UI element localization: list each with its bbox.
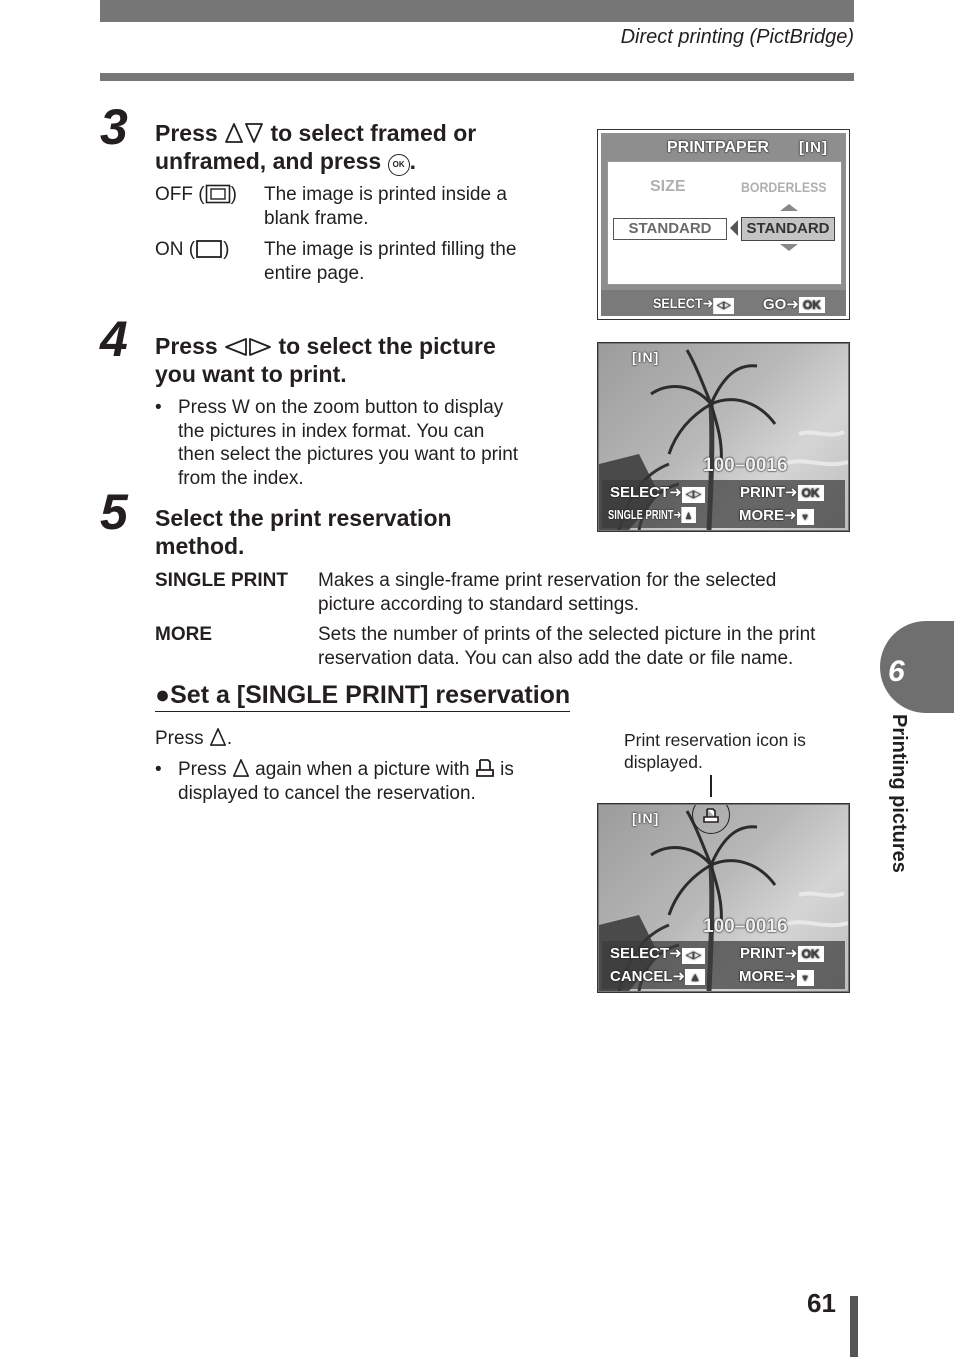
callout-text — [624, 729, 806, 773]
frame-on-icon — [195, 239, 223, 259]
left-arrow-icon — [730, 220, 738, 236]
step-number-4: 4 — [100, 311, 128, 367]
down-arrow-icon — [780, 244, 798, 251]
off-desc-1: The image is printed inside a — [264, 184, 507, 205]
callout-1: Print reservation icon is — [624, 730, 806, 750]
desc-single-print-2: picture according to standard settings. — [318, 593, 640, 615]
off-label: OFF ( — [155, 184, 205, 205]
up-arrow-icon — [780, 204, 798, 211]
select-label: SELECT — [610, 945, 670, 962]
section-note — [178, 758, 514, 805]
step-number-3: 3 — [100, 99, 128, 155]
header-bar — [100, 0, 854, 22]
note-b: again when a picture with — [255, 759, 470, 780]
step3-heading-a: Press — [155, 120, 218, 146]
step4-heading — [155, 332, 496, 388]
palm-photo — [599, 344, 848, 530]
desc-more-2: reservation data. You can also add the date or file name. — [318, 647, 794, 669]
step4-desc-3: then select the pictures you want to print — [178, 444, 519, 465]
page-number: 61 — [807, 1288, 836, 1318]
desc-single-print-1: Makes a single-frame print reservation for the selected — [318, 570, 777, 591]
step4-bullet: • — [155, 397, 162, 418]
dpad-icon: ◁▷ — [682, 948, 705, 964]
arrow-up-icon — [224, 122, 244, 144]
on-desc — [264, 238, 516, 285]
cancel-label: CANCEL — [610, 968, 673, 985]
on-desc-2: entire page. — [264, 262, 365, 284]
borderless-column-label: BORDERLESS — [741, 179, 827, 195]
step5-heading — [155, 504, 452, 560]
select-hint: SELECT➜ ◁▷ — [610, 944, 705, 964]
down-chip: ▼ — [797, 970, 814, 986]
term-more: MORE — [155, 624, 212, 645]
control-bar — [602, 480, 845, 528]
ok-chip: OK — [799, 297, 825, 313]
step4-heading-b: to select the picture — [278, 333, 496, 359]
step5-heading-1: Select the print reservation — [155, 505, 452, 531]
more-hint: MORE➜ ▼ — [739, 506, 814, 525]
page-bar — [850, 1296, 858, 1357]
go-label: GO — [763, 296, 787, 313]
desc-more — [318, 623, 815, 670]
select-hint: SELECT➜ ◁▷ — [653, 295, 734, 314]
file-number: 100–0016 — [703, 455, 788, 476]
section-bullet: • — [155, 759, 162, 780]
more-hint: MORE➜ ▼ — [739, 967, 814, 986]
desc-single-print — [318, 569, 776, 616]
step5-heading-2: method. — [155, 533, 245, 559]
arrow-up-icon — [209, 727, 227, 747]
off-desc — [264, 183, 507, 230]
ok-chip: OK — [798, 946, 824, 962]
memory-indicator: [IN] — [799, 139, 828, 156]
ok-button-icon: OK — [388, 154, 410, 176]
cancel-hint: CANCEL➜ ▲ — [610, 967, 705, 985]
print-select-screen — [597, 342, 850, 532]
chapter-number: 6 — [888, 655, 905, 688]
arrow-right-icon — [248, 337, 272, 357]
palm-photo — [599, 805, 848, 991]
step4-desc-2: the pictures in index format. You can — [178, 420, 485, 442]
section-title: Set a [SINGLE PRINT] reservation — [170, 681, 571, 709]
frame-off-icon — [205, 184, 231, 204]
on-desc-1: The image is printed filling the — [264, 239, 517, 260]
step4-heading-a: Press — [155, 333, 218, 359]
section-bullet-icon: ● — [155, 681, 171, 709]
callout-2: displayed. — [624, 752, 703, 772]
arrow-down-icon — [244, 122, 264, 144]
step3-heading-d: . — [409, 148, 417, 174]
down-chip: ▼ — [797, 509, 814, 525]
step3-heading — [155, 119, 476, 176]
off-term — [155, 183, 237, 207]
arrow-up-icon — [232, 758, 250, 778]
step4-heading-c: you want to print. — [155, 361, 347, 387]
step3-heading-b: to select framed or — [270, 120, 477, 146]
single-print-hint: SINGLE PRINT➜ ▲ — [608, 507, 696, 523]
print-hint: PRINT➜ OK — [740, 944, 824, 962]
control-bar — [602, 941, 845, 989]
on-label: ON ( — [155, 239, 196, 260]
print-hint: PRINT➜ OK — [740, 483, 824, 501]
size-value[interactable]: STANDARD — [613, 218, 727, 240]
step4-desc — [178, 396, 518, 490]
borderless-value[interactable]: STANDARD — [741, 217, 835, 241]
note-d: displayed to cancel the reservation. — [178, 782, 476, 804]
header-title: Direct printing (PictBridge) — [620, 26, 854, 48]
step-number-5: 5 — [100, 484, 128, 540]
select-label: SELECT — [653, 295, 703, 311]
section-heading — [155, 681, 570, 712]
printpaper-panel — [607, 161, 842, 285]
select-label: SELECT — [610, 484, 670, 501]
step4-desc-4: from the index. — [178, 467, 304, 489]
arrow-left-icon — [224, 337, 248, 357]
header-rule — [100, 73, 854, 81]
term-single-print: SINGLE PRINT — [155, 570, 289, 591]
up-chip: ▲ — [685, 969, 705, 985]
print-reservation-icon — [703, 808, 719, 824]
more-label: MORE — [739, 507, 784, 524]
step3-heading-c: unframed, and press — [155, 148, 382, 174]
note-a: Press — [178, 759, 227, 780]
memory-indicator: [IN] — [632, 810, 660, 826]
go-hint: GO➜ OK — [763, 295, 825, 313]
dpad-icon: ◁▷ — [682, 487, 705, 503]
print-reservation-icon — [475, 758, 495, 778]
on-close: ) — [223, 239, 230, 260]
on-term — [155, 238, 229, 262]
memory-indicator: [IN] — [632, 349, 660, 365]
print-label: PRINT — [740, 945, 785, 962]
more-label: MORE — [739, 968, 784, 985]
reservation-screen — [597, 803, 850, 993]
note-c: is — [500, 759, 514, 780]
off-desc-2: blank frame. — [264, 207, 369, 229]
print-label: PRINT — [740, 484, 785, 501]
step4-desc-1: Press W on the zoom button to display — [178, 397, 504, 418]
callout-line — [710, 775, 712, 797]
printpaper-screen — [597, 129, 850, 320]
dpad-icon: ◁▷ — [713, 298, 734, 314]
single-print-label: SINGLE PRINT — [608, 507, 674, 522]
select-hint: SELECT➜ ◁▷ — [610, 483, 705, 503]
press-label: Press — [155, 728, 204, 749]
ok-chip: OK — [798, 485, 824, 501]
printpaper-controls — [601, 290, 846, 316]
file-number: 100–0016 — [703, 916, 788, 937]
up-chip: ▲ — [681, 507, 695, 523]
desc-more-1: Sets the number of prints of the selected picture in the print — [318, 624, 816, 645]
chapter-label: Printing pictures — [888, 714, 910, 873]
press-end: . — [226, 728, 233, 749]
section-press — [155, 727, 232, 751]
printpaper-title: PRINTPAPER — [667, 139, 769, 156]
off-close: ) — [230, 184, 237, 205]
printpaper-lcd — [601, 133, 846, 316]
size-column-label: SIZE — [650, 178, 686, 195]
